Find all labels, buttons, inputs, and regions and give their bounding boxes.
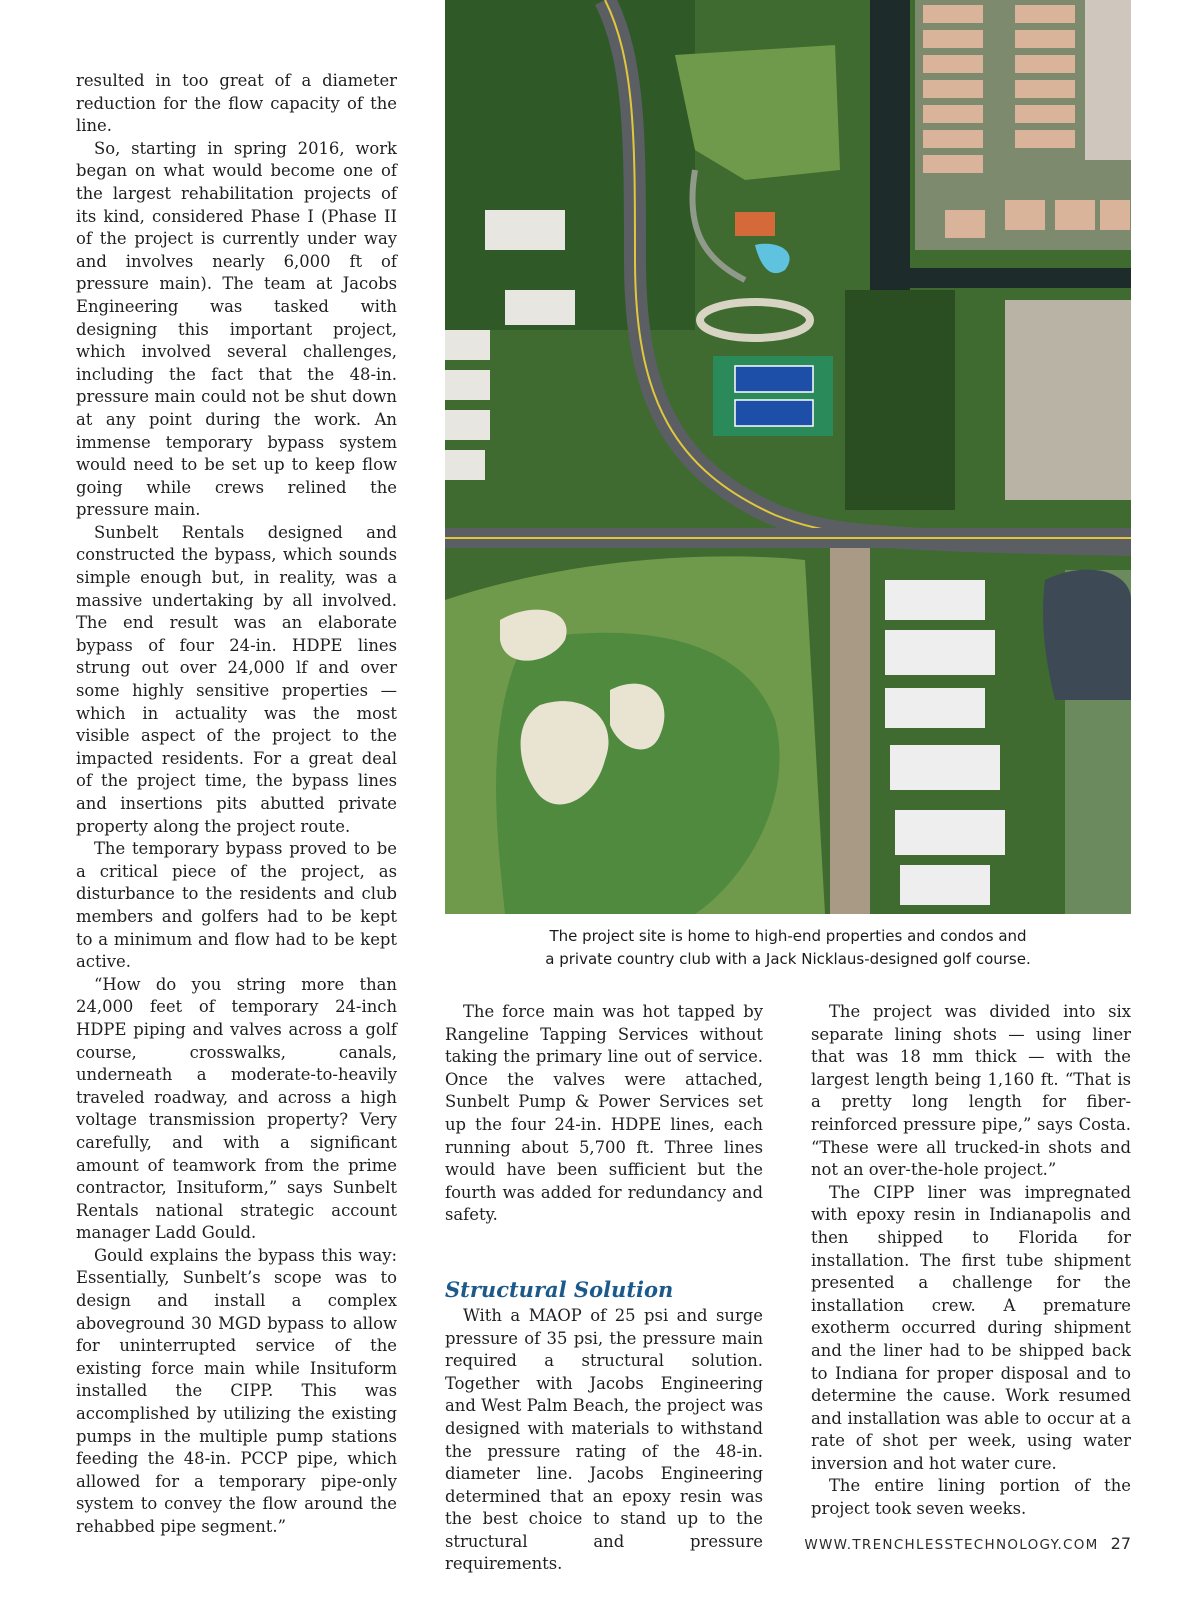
page-number: 27 <box>1110 1534 1131 1553</box>
aerial-photo <box>445 0 1131 914</box>
paragraph: The force main was hot tapped by Rangeline Tapping Services without taking the primary line out of service. Once the valves were attached, Sunbelt Pump & Power Services set up the four 24-in. HDPE lines, each running about 5,700 ft. Three lines would have been sufficient but the fourth was added for redundancy and safety. <box>445 1002 763 1225</box>
page-footer <box>804 1534 1131 1553</box>
paragraph: The CIPP liner was impregnated with epoxy resin in Indianapolis and then shipped to Florida for installation. The first tube shipment presented a challenge for the installation crew. A premature exotherm occurred during shipment and the liner had to be shipped back to Indiana for proper disposal and to determine the cause. Work resumed and installation was able to occur at a rate of shot per week, using water inversion and hot water cure. <box>811 1182 1131 1473</box>
caption-line: The project site is home to high-end properties and condos and <box>549 927 1027 945</box>
footer-website: WWW.TRENCHLESSTECHNOLOGY.COM <box>804 1537 1099 1553</box>
paragraph: The project was divided into six separate lining shots — using liner that was 18 mm thick — with the largest length being 1,160 ft. “That is a pretty long length for fiber-reinforced pressure pipe,” says Costa. “These were all trucked-in shots and not an over-the-hole project.” <box>811 1002 1131 1180</box>
paragraph: With a MAOP of 25 psi and surge pressure of 35 psi, the pressure main required a structural solution. Together with Jacobs Engineering and West Palm Beach, the project was designed with materials to withstand the pressure rating of the 48-in. diameter line. Jacobs Engineering determined that an epoxy resin was the best choice to stand up to the structural and pressure requirements. <box>445 1305 763 1574</box>
right-column <box>811 1001 1131 1521</box>
caption-line: a private country club with a Jack Nicklaus-designed golf course. <box>545 950 1031 968</box>
paragraph: The entire lining portion of the project took seven weeks. <box>811 1476 1131 1519</box>
left-column <box>76 70 397 1539</box>
paragraph: So, starting in spring 2016, work began on what would become one of the largest rehabilitation projects of its kind, considered Phase I (Phase II of the project is currently under way and involves nearly 6,000 ft of pressure main). The team at Jacobs Engineering was tasked with designing this important project, which involved several challenges, including the fact that the 48-in. pressure main could not be shut down at any point during the work. An immense temporary bypass system would need to be set up to keep flow going while crews relined the pressure main. <box>76 138 397 520</box>
aerial-photo-illustration <box>445 0 1131 914</box>
paragraph: Gould explains the bypass this way: Essentially, Sunbelt’s scope was to design and install a complex aboveground 30 MGD bypass to allow for uninterrupted service of the existing force main while Insituform installed the CIPP. This was accomplished by utilizing the existing pumps in the multiple pump stations feeding the 48-in. PCCP pipe, which allowed for a temporary pipe-only system to convey the flow around the rehabbed pipe segment.” <box>76 1245 397 1536</box>
paragraph: “How do you string more than 24,000 feet of temporary 24-inch HDPE piping and valves across a golf course, crosswalks, canals, underneath a moderate-to-heavily traveled roadway, and across a high voltage transmission property? Very carefully, and with a significant amount of teamwork from the prime contractor, Insituform,” says Sunbelt Rentals national strategic account manager Ladd Gould. <box>76 974 397 1243</box>
paragraph: The temporary bypass proved to be a critical piece of the project, as disturbance to the residents and club members and golfers had to be kept to a minimum and flow had to be kept active. <box>76 839 397 972</box>
paragraph: resulted in too great of a diameter reduction for the flow capacity of the line. <box>76 71 397 136</box>
section-heading: Structural Solution <box>445 1276 674 1302</box>
paragraph: Sunbelt Rentals designed and constructed the bypass, which sounds simple enough but, in reality, was a massive undertaking by all involved. The end result was an elaborate bypass of four 24-in. HDPE lines strung out over 24,000 lf and over some highly sensitive properties — which in actuality was the most visible aspect of the project to the impacted residents. For a great deal of the project time, the bypass lines and insertions pits abutted private property along the project route. <box>76 522 397 836</box>
middle-column <box>445 1001 763 1576</box>
photo-caption <box>445 925 1131 971</box>
